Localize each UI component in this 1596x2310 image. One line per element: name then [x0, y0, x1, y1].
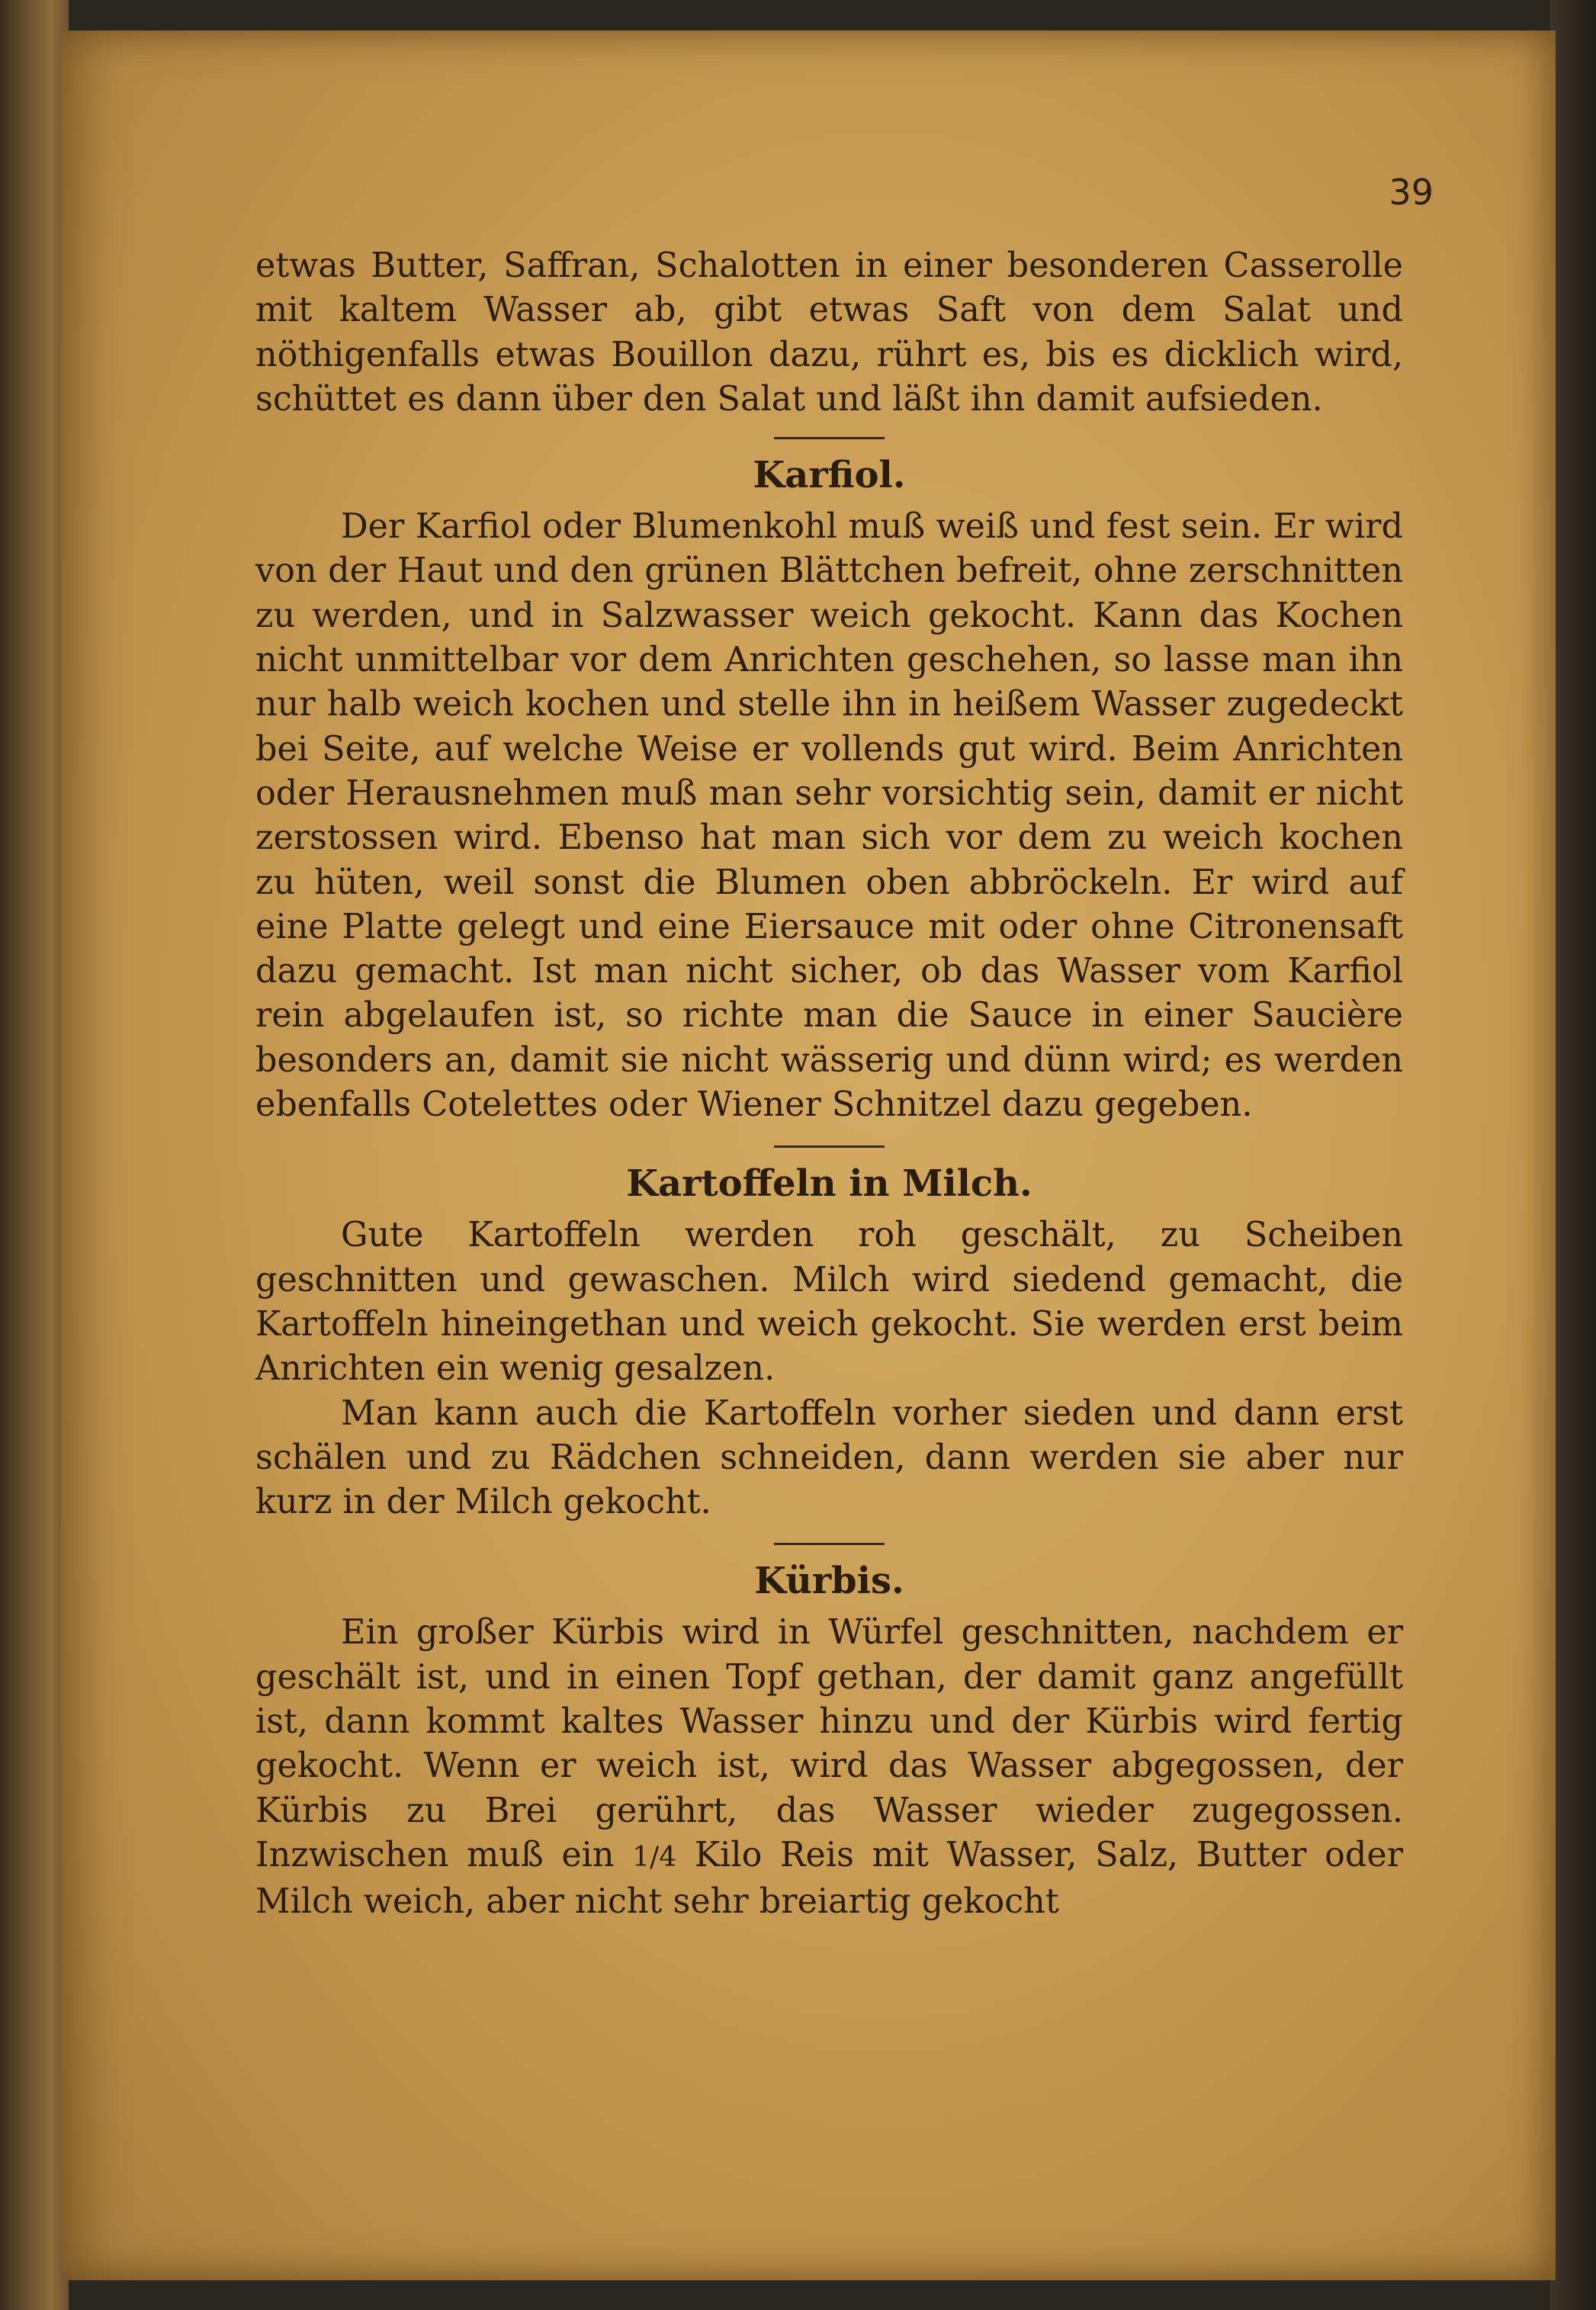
page-edge	[1550, 0, 1596, 2310]
book-page	[61, 31, 1556, 2280]
fraction-quarter: 1/4	[632, 1841, 677, 1873]
book-gutter	[0, 0, 69, 2310]
intro-paragraph: etwas Butter, Saffran, Schalotten in einer besonderen Casserolle mit kaltem Wasser ab, gibt etwas Saft von dem Salat und nöthigenfalls etwas Bouillon dazu, rührt es, bis es dicklich wird, schüttet es dann über den Salat und läßt ihn damit aufsieden.	[255, 246, 1403, 419]
kartoffeln-paragraph-2: Man kann auch die Kartoffeln vorher sieden und dann erst schälen und zu Rädchen schneiden, dann werden sie aber nur kurz in der Milch gekocht.	[255, 1393, 1403, 1522]
kuerbis-paragraph	[255, 1611, 1403, 1924]
page-number: 39	[1389, 172, 1434, 213]
kuerbis-text-b: Kilo Reis mit Wasser, Salz, Butter oder Milch weich, aber nicht sehr breiartig gekocht	[255, 1835, 1403, 1922]
section-title-karfiol: Karfiol.	[753, 454, 906, 497]
section-title-kartoffeln: Kartoffeln in Milch.	[626, 1162, 1032, 1206]
page-text	[255, 244, 1403, 1925]
karfiol-paragraph: Der Karfiol oder Blumenkohl muß weiß und fest sein. Er wird von der Haut und den grünen Blättchen befreit, ohne zerschnitten zu werden, und in Salzwasser weich gekocht. Kann das Kochen nicht unmittelbar vor dem Anrichten geschehen, so lasse man ihn nur halb weich kochen und stelle ihn in heißem Wasser zugedeckt bei Seite, auf welche Weise er vollends gut wird. Beim Anrichten oder Herausnehmen muß man sehr vorsichtig sein, damit er nicht zerstossen wird. Ebenso hat man sich vor dem zu weich kochen zu hüten, weil sonst die Blumen oben abbröckeln. Er wird auf eine Platte gelegt und eine Eiersauce mit oder ohne Citronensaft dazu gemacht. Ist man nicht sicher, ob das Wasser vom Karfiol rein abgelaufen ist, so richte man die Sauce in einer Saucière besonders an, damit sie nicht wässerig und dünn wird; es werden ebenfalls Cotelettes oder Wiener Schnitzel dazu gegeben.	[255, 507, 1403, 1125]
section-title-kuerbis: Kürbis.	[754, 1560, 904, 1603]
kuerbis-text-a: Ein großer Kürbis wird in Würfel geschnitten, nachdem er geschält ist, und in einen Topf gethan, der damit ganz angefüllt ist, dann kommt kaltes Wasser hinzu und der Kürbis wird fertig gekocht. Wenn er weich ist, wird das Wasser abgegossen, der Kürbis zu Brei gerührt, das Wasser wieder zugegossen. Inzwischen muß ein	[255, 1613, 1403, 1875]
kartoffeln-paragraph-1: Gute Kartoffeln werden roh geschält, zu Scheiben geschnitten und gewaschen. Milch wird siedend gemacht, die Kartoffeln hineingethan und weich gekocht. Sie werden erst beim Anrichten ein wenig gesalzen.	[255, 1216, 1403, 1389]
